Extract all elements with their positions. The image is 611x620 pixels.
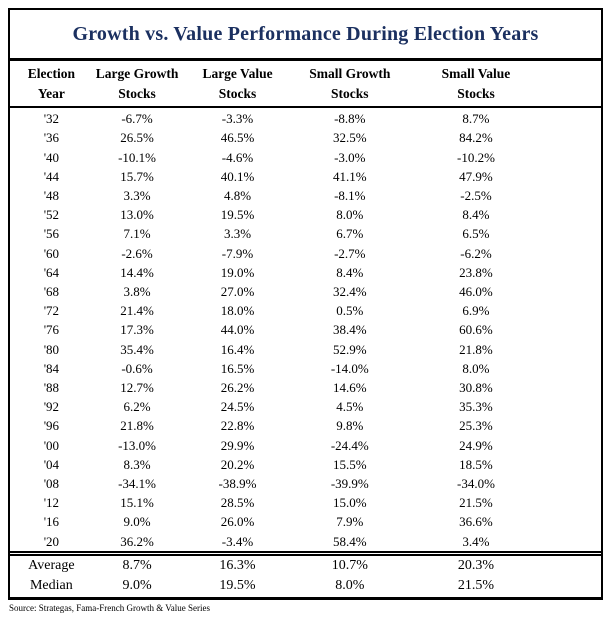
value-cell: 6.2% [123,399,151,415]
value-cell: -2.5% [460,187,492,203]
value-cell: 4.5% [336,399,364,415]
table-row [10,455,601,474]
value-cell: 35.4% [120,341,154,357]
table-row [10,205,601,224]
value-cell: 60.6% [459,322,493,338]
value-cell: -13.0% [118,437,157,453]
value-cell: 29.9% [220,437,255,453]
value-cell: 21.8% [120,418,154,434]
header-line: Stocks [218,85,257,101]
table-row [10,148,601,167]
value-cell: 15.0% [333,495,367,511]
value-cell: 27.0% [220,283,255,299]
year-cell: '64 [43,264,60,280]
header-line: Stocks [118,85,156,101]
summary-label-cell: Average [10,553,93,576]
page-title: Growth vs. Value Performance During Election Years [10,10,601,61]
value-cell: 46.5% [220,130,255,146]
year-cell: '44 [43,168,60,184]
value-cell: 15.1% [120,495,154,511]
col-header-large-growth [93,61,182,107]
table-row [10,282,601,301]
value-cell: 14.4% [120,264,154,280]
value-cell: -6.2% [460,245,492,261]
value-cell: 21.5% [457,578,495,594]
value-cell: 8.0% [336,207,364,223]
value-cell: 3.4% [462,533,490,549]
value-cell: 18.5% [459,456,493,472]
value-cell: 32.4% [333,283,367,299]
value-cell: 13.0% [120,207,154,223]
value-cell: 7.1% [123,226,151,242]
table-row [10,107,601,128]
value-cell: 8.0% [335,578,365,594]
value-cell: 21.4% [120,303,154,319]
year-cell: '60 [43,245,60,261]
header-line: Year [37,85,65,101]
value-cell: 84.2% [459,130,493,146]
value-cell: -14.0% [330,360,369,376]
value-cell: 58.4% [333,533,367,549]
header-line: Large Growth [95,66,179,81]
value-cell: -39.9% [330,475,369,491]
value-cell: -10.2% [457,149,495,165]
value-cell: -2.6% [121,245,153,261]
col-header-small-growth [294,61,406,107]
value-cell: 4.8% [223,187,252,203]
value-cell: 10.7% [294,553,406,576]
value-cell: -34.0% [457,475,495,491]
table-row [10,436,601,455]
table-row [10,416,601,435]
table-row [10,359,601,378]
value-cell: 44.0% [220,322,255,338]
value-cell: 9.0% [122,578,152,594]
value-cell: 14.6% [333,379,367,395]
value-cell: 52.9% [333,341,367,357]
value-cell: 23.8% [459,264,493,280]
value-cell: 8.7% [93,553,182,576]
summary-body [10,553,601,597]
value-cell: 26.0% [220,514,255,530]
table-row [10,128,601,147]
value-cell: -0.6% [121,360,153,376]
header-line: Election [27,66,75,81]
value-cell: 19.5% [219,578,256,594]
value-cell: 25.3% [459,418,493,434]
value-cell: 9.0% [123,514,151,530]
value-cell: 46.0% [459,283,493,299]
source-note: Source: Strategas, Fama-French Growth & Value Series [9,602,211,613]
table-row [10,532,601,554]
header-line: Stocks [331,85,369,101]
value-cell: -7.9% [221,245,254,261]
value-cell: 12.7% [120,379,154,395]
value-cell: 28.5% [220,495,255,511]
value-cell: 35.3% [459,399,493,415]
table-row [10,244,601,263]
value-cell: -38.9% [218,475,257,491]
summary-label-cell: Median [29,578,73,594]
table-body [10,107,601,553]
table-row [10,576,601,597]
value-cell: -10.1% [118,149,157,165]
value-cell: 19.0% [220,264,255,280]
value-cell: 3.3% [223,226,252,242]
performance-table [10,61,601,597]
table-row [10,474,601,493]
table-header [10,61,601,107]
year-cell: '96 [43,418,60,434]
value-cell: 16.3% [181,553,293,576]
header-row [10,61,601,107]
value-cell: 20.2% [220,456,255,472]
year-cell: '00 [43,437,60,453]
value-cell: 8.4% [462,207,490,223]
year-cell: '80 [43,341,60,357]
table-row [10,340,601,359]
year-cell: '76 [43,322,60,338]
value-cell: 8.7% [462,111,490,127]
table-row [10,512,601,531]
year-cell: '04 [43,456,60,472]
value-cell: -8.8% [334,111,366,127]
value-cell: 15.5% [333,456,367,472]
value-cell: -2.7% [334,245,366,261]
year-cell: '56 [43,226,60,242]
header-line: Small Value [441,66,511,81]
value-cell: 30.8% [459,379,493,395]
year-cell: '84 [43,360,60,376]
value-cell: 20.3% [406,553,601,576]
table-row [10,263,601,282]
value-cell: -3.4% [221,533,254,549]
year-cell: '20 [43,533,60,549]
value-cell: 16.4% [220,341,255,357]
value-cell: 19.5% [220,207,255,223]
value-cell: 18.0% [220,303,255,319]
value-cell: 26.5% [120,130,154,146]
value-cell: 36.2% [120,533,154,549]
value-cell: 9.8% [336,418,364,434]
value-cell: 8.0% [462,360,490,376]
value-cell: 32.5% [333,130,367,146]
value-cell: 3.3% [123,187,151,203]
value-cell: 3.8% [123,283,151,299]
value-cell: 38.4% [333,322,367,338]
year-cell: '32 [43,111,60,127]
value-cell: 17.3% [120,322,154,338]
value-cell: 7.9% [336,514,364,530]
table-row [10,224,601,243]
header-line: Small Growth [309,66,391,81]
value-cell: -3.3% [221,111,254,127]
value-cell: 21.5% [459,495,493,511]
value-cell: 8.4% [336,264,364,280]
year-cell: '36 [43,130,60,146]
value-cell: -4.6% [221,149,254,165]
year-cell: '16 [43,514,60,530]
table-row [10,493,601,512]
header-line: Large Value [202,66,273,81]
year-cell: '88 [43,379,60,395]
value-cell: 36.6% [459,514,493,530]
col-header-small-value [406,61,601,107]
value-cell: 21.8% [459,341,493,357]
year-cell: '52 [43,207,60,223]
table-row [10,186,601,205]
year-cell: '92 [43,399,60,415]
value-cell: -6.7% [121,111,153,127]
value-cell: 41.1% [333,168,367,184]
value-cell: 15.7% [120,168,154,184]
value-cell: 16.5% [220,360,255,376]
year-cell: '68 [43,283,60,299]
value-cell: -8.1% [334,187,366,203]
year-cell: '72 [43,303,60,319]
value-cell: 40.1% [220,168,255,184]
header-line: Stocks [457,85,495,101]
value-cell: 0.5% [336,303,364,319]
year-cell: '48 [43,187,60,203]
value-cell: -3.0% [334,149,366,165]
year-cell: '12 [43,495,60,511]
table-row [10,301,601,320]
value-cell: 22.8% [220,418,255,434]
table-row [10,397,601,416]
table-row [10,553,601,576]
value-cell: 24.5% [220,399,255,415]
value-cell: 6.7% [336,226,364,242]
value-cell: -24.4% [330,437,369,453]
value-cell: 8.3% [123,456,151,472]
table-frame [8,8,603,600]
value-cell: 6.9% [462,303,490,319]
value-cell: 24.9% [459,437,493,453]
table-row [10,378,601,397]
value-cell: 26.2% [220,379,255,395]
col-header-election-year [10,61,93,107]
value-cell: 47.9% [459,168,493,184]
table-row [10,167,601,186]
year-cell: '08 [43,475,60,491]
value-cell: 6.5% [462,226,490,242]
col-header-large-value [181,61,293,107]
value-cell: -34.1% [118,475,157,491]
table-row [10,320,601,339]
year-cell: '40 [43,149,60,165]
